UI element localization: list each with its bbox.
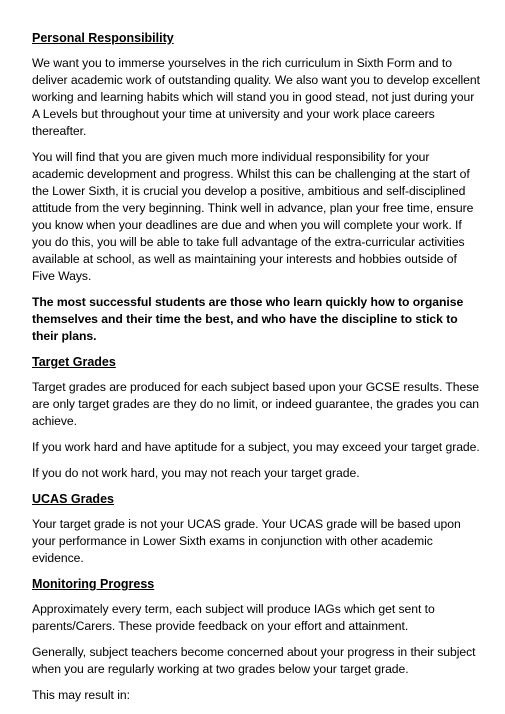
document-page [32, 30, 482, 713]
section-monitoring-progress [32, 576, 482, 704]
paragraph-teacher-concern: Generally, subject teachers become concerned about your progress in their subject when you are regularly working at two grades below your target grade. [32, 645, 476, 676]
heading-ucas-grades: UCAS Grades [32, 492, 114, 506]
paragraph-may-result: This may result in: [32, 688, 130, 702]
paragraph-individual-responsibility: You will find that you are given much more individual responsibility for your academic development and progress. Whilst this can be challenging at the start of the Lower Sixth, it is crucial you develop a positive, ambitious and self-disciplined attitude from the very beginning. Think well in advance, plan your free time, ensure you know when your deadlines are due and when you will complete your work. If you do this, you will be able to take full advantage of the extra-curricular activities available at school, as well as maintaining your interests and hobbies outside of Five Ways. [32, 150, 474, 283]
paragraph-successful-students: The most successful students are those who learn quickly how to organise themselves and their time the best, and who have the discipline to stick to their plans. [32, 295, 464, 343]
section-ucas-grades [32, 491, 482, 567]
section-target-grades [32, 354, 482, 482]
paragraph-not-reach-target: If you do not work hard, you may not reach your target grade. [32, 466, 360, 480]
heading-personal-responsibility: Personal Responsibility [32, 31, 174, 45]
heading-target-grades: Target Grades [32, 355, 116, 369]
paragraph-target-grades-gcse: Target grades are produced for each subject based upon your GCSE results. These are only target grades are they do no limit, or indeed guarantee, the grades you can achieve. [32, 380, 480, 428]
paragraph-curriculum: We want you to immerse yourselves in the rich curriculum in Sixth Form and to deliver academic work of outstanding quality. We also want you to develop excellent working and learning habits which will stand you in good stead, not just during your A Levels but throughout your time at university and your work place careers thereafter. [32, 56, 480, 138]
paragraph-iags: Approximately every term, each subject will produce IAGs which get sent to parents/Carers. These provide feedback on your effort and attainment. [32, 602, 435, 633]
heading-monitoring-progress: Monitoring Progress [32, 577, 155, 591]
section-personal-responsibility [32, 30, 482, 345]
paragraph-exceed-target: If you work hard and have aptitude for a subject, you may exceed your target grade. [32, 440, 480, 454]
paragraph-ucas-grade: Your target grade is not your UCAS grade. Your UCAS grade will be based upon your performance in Lower Sixth exams in conjunction with other academic evidence. [32, 517, 461, 565]
